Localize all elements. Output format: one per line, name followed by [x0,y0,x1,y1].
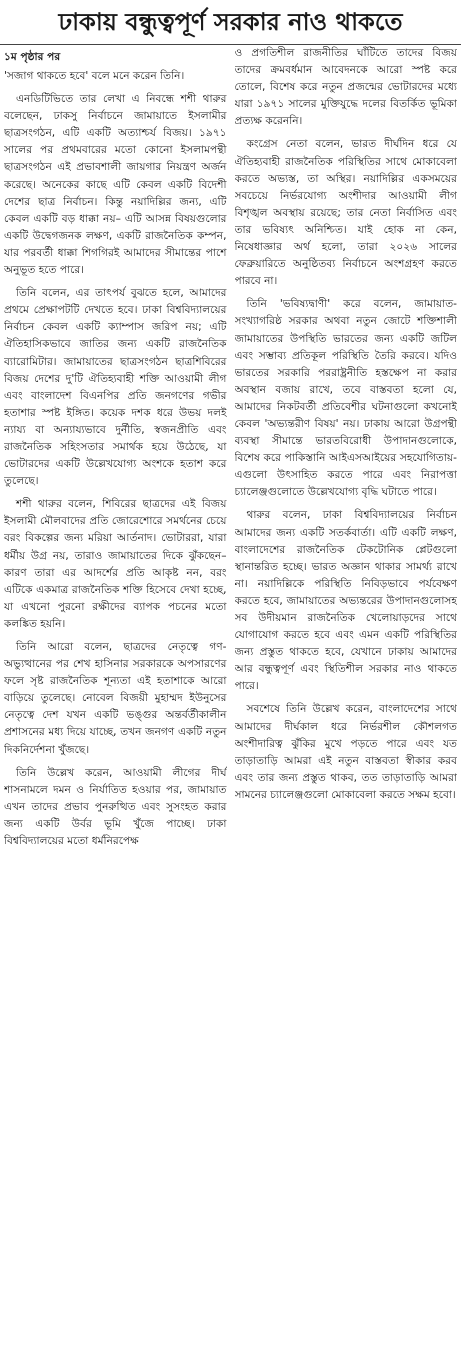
paragraph: সবশেষে তিনি উল্লেখ করেন, বাংলাদেশের সাথে আমাদের দীর্ঘকাল ধরে নির্ভরশীল কৌশলগত অংশীদারিত্ব ঝুঁকির মুখে পড়তে পারে এবং যত তাড়াতাড়ি আমরা এই নতুন বাস্তবতা স্বীকার করব এবং তার জন্য প্রস্তুত থাকব, তত তাড়াতাড়ি আমরা সামনের চ্যালেঞ্জগুলো মোকাবেলা করতে সক্ষম হবো। [234,703,457,801]
paragraph: ও প্রগতিশীল রাজনীতির ঘাঁটিতে তাদের বিজয় তাদের ক্রমবর্ধমান আবেদনকে আরো স্পষ্ট করে তোলে, বিশেষ করে নতুন প্রজন্মের ভোটারদের মধ্যে যারা ১৯৭১ সালের মুক্তিযুদ্ধে দলের বিতর্কিত ভূমিকা প্রত্যক্ষ করেননি। [234,47,457,128]
column-right [235,45,458,1365]
paragraph: এনডিটিভিতে তার লেখা এ নিবন্ধে শশী থারুর বলেছেন, ঢাকসু নির্বাচনে জামায়াতে ইসলামীর ছাত্রসংগঠন, এটি একটি অত্যাশ্চর্য বিজয়। ১৯৭১ সালের পর প্রথমবারের মতো কোনো ইসলামপন্থী ছাত্রসংগঠন এই প্রভাবশালী জায়গার নিয়ন্ত্রণ অর্জন করেছে। অনেকের কাছে এটি কেবল একটি বিদেশী দেশের ছাত্র নির্বাচন। কিন্তু নয়াদিল্লির জন্য, এটি কেবল একটি বড় ধাক্কা নয়– এটি আসন্ন বিষয়গুলোর একটি উদ্বেগজনক লক্ষণ, একটি রাজনৈতিক কম্পন, যার পরবর্তী ধাক্কা শিগগিরই আমাদের সীমান্তের পাশে অনুভূত হতে পারে। [4,93,227,277]
paragraph: তিনি আরো বলেন, ছাত্রদের নেতৃত্বে গণ-অভ্যুত্থানের পর শেখ হাসিনার সরকারকে অপসারণের ফলে সৃষ্ট রাজনৈতিক শূন্যতা এই হতাশাকে আরো বাড়িয়ে তুলেছে। নোবেল বিজয়ী মুহাম্মদ ইউনুসের নেতৃত্বে দেশ যখন একটি ভঙ্গুর অন্তর্বর্তীকালীন প্রশাসনের মধ্য দিয়ে যাচ্ছে, তখন জনগণ একটি নতুন দিকনির্দেশনা খুঁজছে। [4,641,227,756]
paragraph: তিনি বলেন, এর তাৎপর্য বুঝতে হলে, আমাদের প্রথমে প্রেক্ষাপটটি দেখতে হবে। ঢাকা বিশ্ববিদ্যালয়ের নির্বাচন কেবল একটি ক্যাম্পাস জরিপ নয়; এটি ঐতিহাসিকভাবে জাতির জন্য একটি রাজনৈতিক ব্যারোমিটার। জামায়াতের ছাত্রসংগঠন ছাত্রশিবিরের বিজয় দেশের দু'টি ঐতিহ্যবাহী শক্তি আওয়ামী লীগ এবং বাংলাদেশ বিএনপির প্রতি জনগণের গভীর হতাশার স্পষ্ট ইঙ্গিত। কয়েক দশক ধরে উভয় দলই ন্যায্য বা অন্যায্যভাবে দুর্নীতি, স্বজনপ্রীতি এবং রাজনৈতিক সহিংসতার সমার্থক হয়ে উঠেছে, যা ভোটারদের একটি উল্লেখযোগ্য অংশকে হতাশ করে তুলেছে। [4,287,227,488]
headline: ঢাকায় বন্ধুত্বপূর্ণ সরকার নাও থাকতে [0,0,461,45]
continued-from-label: ১ম পৃষ্ঠার পর [4,51,61,63]
paragraph: 'সজাগ থাকতে হবে' বলে মনে করেন তিনি। [4,70,185,82]
paragraph: শশী থারুর বলেন, শিবিরের ছাত্রদের এই বিজয় ইসলামী মৌলবাদের প্রতি জোরেশোরে সমর্থনের চেয়ে বরং বিকল্পের জন্য মরিয়া আর্তনাদ। ভোটাররা, যারা ধর্মীয় উগ্র নয়, তারাও জামায়াতের দিকে ঝুঁকছেন– কারণ তারা এর আদর্শের প্রতি আকৃষ্ট নন, বরং এটিকে একমাত্র রাজনৈতিক শক্তি হিসেবে দেখা হচ্ছে, যা এখনো পুরনো রক্ষীদের ব্যাপক পচনের মতো কলঙ্কিত হয়নি। [4,498,227,630]
paragraph: কংগ্রেস নেতা বলেন, ভারত দীর্ঘদিন ধরে যে ঐতিহ্যবাহী রাজনৈতিক পরিস্থিতির সাথে মোকাবেলা করতে অভ্যস্ত, তা অস্থির। নয়াদিল্লির একসময়ের সবচেয়ে নির্ভরযোগ্য অংশীদার আওয়ামী লীগ বিশৃঙ্খল অবস্থায় রয়েছে; তার নেতা নির্বাসিত এবং তার ভবিষ্যৎ অনিশ্চিত। যাই হোক না কেন, নিষেধাজ্ঞার অর্থ হলো, তারা ২০২৬ সালের ফেব্রুয়ারিতে অনুষ্ঠিতব্য নির্বাচনে অংশগ্রহণ করতে পারবে না। [234,138,457,288]
article-columns [0,45,461,1365]
paragraph: থারুর বলেন, ঢাকা বিশ্ববিদ্যালয়ের নির্বাচন আমাদের জন্য একটি সতর্কবার্তা। এটি একটি লক্ষণ, বাংলাদেশের রাজনৈতিক টেকটোনিক প্লেটগুলো স্থানান্তরিত হচ্ছে। ভারত অজ্ঞান থাকার সামর্থ্য রাখে না। নয়াদিল্লিকে পরিস্থিতি নিবিড়ভাবে পর্যবেক্ষণ করতে হবে, জামায়াতের অভ্যন্তরের উপাদানগুলোসহ সব উদীয়মান রাজনৈতিক খেলোয়াড়দের সাথে যোগাযোগ করতে হবে এবং এমন একটি পরিস্থিতির জন্য প্রস্তুত থাকতে হবে, যেখানে ঢাকায় আমাদের আর বন্ধুত্বপূর্ণ এবং স্থিতিশীল সরকার নাও থাকতে পারে। [234,509,457,693]
paragraph: তিনি 'ভবিষ্যদ্বাণী' করে বলেন, জামায়াত-সংখ্যাগরিষ্ঠ সরকার অথবা নতুন জোটে শক্তিশালী জামায়াতের উপস্থিতি ভারতের জন্য একটি জটিল এবং সম্ভাব্য প্রতিকূল পরিস্থিতি তৈরি করবে। যদিও ভারতের সরকারি পররাষ্ট্রনীতি হস্তক্ষেপ না করার অবস্থান বজায় রাখে, তবে বাস্তবতা হলো যে, আমাদের নিকটবর্তী প্রতিবেশীর ঘটনাগুলো কখনোই কেবল 'অভ্যন্তরীণ বিষয়' নয়। ঢাকায় আরো উগ্রপন্থী ব্যবস্থা সীমান্তে ভারতবিরোধী উপাদানগুলোকে, বিশেষ করে পাকিস্তানি আইএসআইয়ের সহযোগিতায়-এগুলো উৎসাহিত করতে পারে এবং নিরাপত্তা চ্যালেঞ্জগুলোতে উল্লেখযোগ্য বৃদ্ধি ঘটাতে পারে। [234,298,457,499]
paragraph: তিনি উল্লেখ করেন, আওয়ামী লীগের দীর্ঘ শাসনামলে দমন ও নির্যাতিত হওয়ার পর, জামায়াত এখন তাদের প্রভাব পুনরুত্থিত এবং সুসংহত করার জন্য একটি উর্বর ভূমি খুঁজে পাচ্ছে। ঢাকা বিশ্ববিদ্যালয়ের মতো ধর্মনিরপেক্ষ [4,766,227,848]
column-left [4,45,227,1365]
